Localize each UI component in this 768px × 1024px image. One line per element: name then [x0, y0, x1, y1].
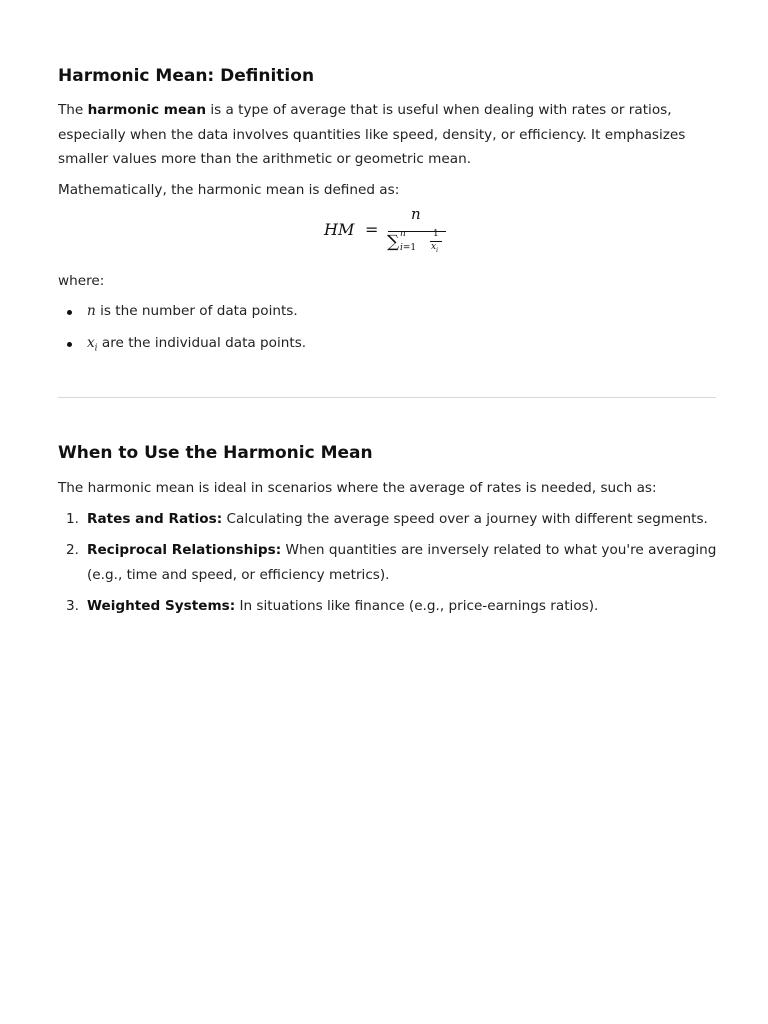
section-heading-definition: Harmonic Mean: Definition	[58, 66, 315, 86]
formula-numerator: n	[411, 205, 421, 223]
section-heading-when-to-use: When to Use the Harmonic Mean	[58, 443, 373, 463]
list-item-title: Reciprocal Relationships:	[87, 542, 282, 558]
list-item-reciprocal	[87, 538, 717, 587]
intro-suffix: is a type of average that is useful when dealing with rates or ratios, especially when the data involves quantities like speed, density, or efficiency. It emphasizes smaller values more than the arithmetic or geometric mean.	[58, 102, 686, 167]
list-item-title: Rates and Ratios:	[87, 511, 223, 527]
list-item-title: Weighted Systems:	[87, 598, 236, 614]
bullet-var-sub: i	[94, 343, 98, 354]
list-item-rates	[87, 507, 717, 532]
list-item-text: When quantities are inversely related to what you're averaging (e.g., time and speed, or efficiency metrics).	[87, 542, 717, 583]
formula-upper-limit: n	[400, 229, 406, 239]
term-harmonic-mean: harmonic mean	[87, 102, 207, 118]
formula-lhs: HM	[324, 220, 355, 239]
bullet-var: x	[87, 335, 95, 351]
formula-equals: =	[365, 220, 379, 239]
list-item-text: In situations like finance (e.g., price-earnings ratios).	[235, 598, 599, 614]
bullet-text: is the number of data points.	[95, 303, 298, 319]
bullet-text: are the individual data points.	[97, 335, 307, 351]
section-divider	[58, 397, 716, 398]
formula-inner-denominator	[431, 242, 438, 254]
when-to-use-intro: The harmonic mean is ideal in scenarios where the average of rates is needed, such as:	[58, 480, 657, 496]
where-label: where:	[58, 273, 105, 289]
bullet-dot	[67, 310, 72, 315]
formula-den-var: x	[431, 242, 437, 252]
list-item-text: Calculating the average speed over a journey with different segments.	[222, 511, 708, 527]
bullet-dot	[67, 342, 72, 347]
list-number: 3.	[66, 598, 79, 614]
bullet-item-xi	[87, 335, 306, 354]
formula-lower-index: i	[400, 243, 403, 253]
math-intro-text: Mathematically, the harmonic mean is defined as:	[58, 182, 400, 198]
bullet-var: n	[87, 303, 96, 319]
bullet-item-n	[87, 303, 298, 319]
list-number: 1.	[66, 511, 79, 527]
list-item-weighted	[87, 594, 717, 619]
definition-paragraph	[58, 98, 718, 172]
list-number: 2.	[66, 542, 79, 558]
formula-inner-numerator: 1	[433, 229, 439, 239]
formula-den-sub: i	[436, 246, 438, 254]
formula-lower-limit	[400, 243, 416, 253]
harmonic-mean-formula	[324, 205, 464, 260]
formula-sigma: ∑	[387, 232, 400, 252]
formula-lower-eq: =1	[402, 243, 417, 253]
intro-prefix: The	[58, 102, 88, 118]
